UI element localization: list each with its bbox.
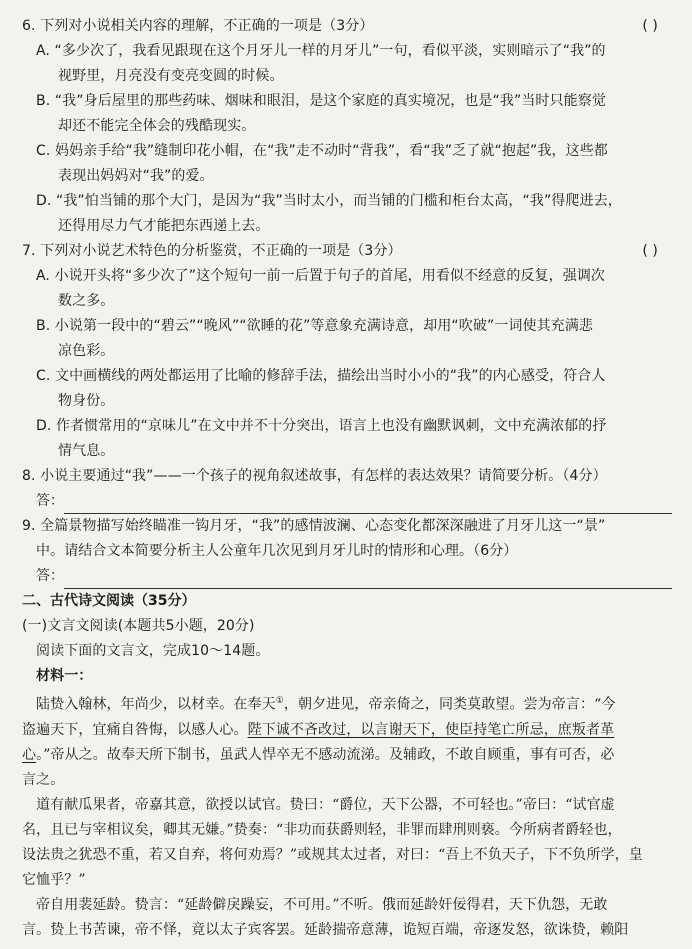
q6-option-a: A. “多少次了，我看见跟现在这个月牙儿一样的月牙儿”一句，看似平淡，实则暗示了“我”的 <box>36 43 606 59</box>
q7-option-b: B. 小说第一段中的“碧云”“晚风”“欲睡的花”等意象充满诗意，却用“吹破”一词使其充满悲 <box>36 318 594 334</box>
question-9-stem: 9. 全篇景物描写始终瞄准一钩月牙，“我”的感情波澜、心态变化都深深融进了月牙儿这一“景” <box>22 518 606 534</box>
question-6-text: 6. 下列对小说相关内容的理解，不正确的一项是（3分） <box>22 18 374 34</box>
q9-answer-row <box>22 564 678 589</box>
passage-line: 言之。 <box>22 771 65 788</box>
question-7-stem <box>22 239 678 264</box>
passage-text: 陆贽入翰林，年尚少，以材幸。在奉天 <box>36 696 276 713</box>
q7-option-a-cont: 数之多。 <box>58 293 115 309</box>
passage-line <box>22 689 678 718</box>
section-title: 二、古代诗文阅读（35分） <box>22 593 196 609</box>
answer-label: 答： <box>36 493 64 509</box>
answer-paren: ( ) <box>642 243 658 259</box>
q7-option-b-cont: 凉色彩。 <box>58 343 115 359</box>
footnote-marker: ① <box>275 696 284 706</box>
q6-option-c: C. 妈妈亲手给“我”缝制印花小帽，在“我”走不动时“背我”，看“我”乏了就“抱起”我，这些都 <box>36 143 608 159</box>
question-6-stem <box>22 14 678 39</box>
q7-option-c: C. 文中画横线的两处都运用了比喻的修辞手法，描绘出当时小小的“我”的内心感受，符合人 <box>36 368 606 384</box>
passage-line <box>22 718 678 743</box>
q7-option-c-cont: 物身份。 <box>58 393 115 409</box>
passage-text: 。”帝从之。故奉天所下制书，虽武人悍卒无不感动流涕。及辅政，不敢自顾重，事有可否，必 <box>36 746 615 763</box>
answer-label: 答： <box>36 568 64 584</box>
q6-option-b: B. “我”身后屋里的那些药味、烟味和眼泪，是这个家庭的真实境况，也是“我”当时只能察觉 <box>36 93 606 109</box>
q6-option-a-cont: 视野里，月亮没有变亮变圆的时候。 <box>58 68 284 84</box>
passage-line: 道有献瓜果者，帝嘉其意，欲授以试官。贽曰：“爵位，天下公器，不可轻也。”帝曰：“试官虚 <box>36 796 615 813</box>
q6-option-d: D. “我”怕当铺的那个大门，是因为“我”当时太小，而当铺的门槛和柜台太高，“我”得爬进去， <box>36 193 622 209</box>
passage-line: 名，且已与宰相议矣，卿其无嫌。”贽奏：“非功而获爵则轻，非罪而肆刑则亵。今所病者爵轻也， <box>22 821 622 838</box>
q7-option-d: D. 作者惯常用的“京味儿”在文中并不十分突出，语言上也没有幽默讽刺，文中充满浓郁的抒 <box>36 418 607 434</box>
q6-option-d-cont: 还得用尽力气才能把东西递上去。 <box>58 218 270 234</box>
answer-paren: ( ) <box>642 18 658 34</box>
passage-line: 设法贵之犹恐不重，若又自弃，将何劝焉？”或规其太过者，对曰：“吾上不负天子，下不负所学，皇 <box>22 846 643 863</box>
q8-answer-row <box>22 489 678 514</box>
passage-line: 帝自用裴延龄。贽言：“延龄僻戾躁妄，不可用。”不听。俄而延龄奸佞得君，天下仇怨，无敢 <box>36 896 608 913</box>
q6-option-b-cont: 却还不能完全体会的残酷现实。 <box>58 118 256 134</box>
underlined-sentence: 心 <box>22 746 37 763</box>
passage-line: 它恤乎？” <box>22 871 86 888</box>
instruction: 阅读下面的文言文，完成10～14题。 <box>36 643 270 659</box>
passage-text: 盗遍天下，宜痛自咎悔，以感人心。 <box>22 721 248 738</box>
passage-text: ，朝夕进见，帝亲倚之，同类莫敢望。尝为帝言：“今 <box>283 696 616 713</box>
question-9-stem-cont: 中。请结合文本简要分析主人公童年几次见到月牙儿时的情形和心理。（6分） <box>36 543 518 559</box>
underlined-sentence: 陛下诚不吝改过，以言谢天下，使臣持笔亡所忌，庶叛者革 <box>247 721 615 738</box>
question-8-stem: 8. 小说主要通过“我”——一个孩子的视角叙述故事，有怎样的表达效果？请简要分析。（4分） <box>22 468 607 484</box>
q7-option-a: A. 小说开头将“多少次了”这个短句一前一后置于句子的首尾，用看似不经意的反复，强调次 <box>36 268 606 284</box>
q7-option-d-cont: 情气息。 <box>58 443 115 459</box>
passage-line <box>22 743 678 768</box>
answer-line[interactable] <box>64 497 672 514</box>
passage-line: 言。贽上书苦谏，帝不怿，竟以太子宾客罢。延龄揣帝意薄，诡短百端，帝逐发怒，欲诛贽，赖阳 <box>22 921 629 938</box>
material-label: 材料一： <box>36 668 93 684</box>
q6-option-c-cont: 表现出妈妈对“我”的爱。 <box>58 168 214 184</box>
answer-line[interactable] <box>64 572 672 589</box>
question-7-text: 7. 下列对小说艺术特色的分析鉴赏，不正确的一项是（3分） <box>22 243 402 259</box>
subsection-title: (一)文言文阅读(本题共5小题，20分) <box>22 618 255 634</box>
